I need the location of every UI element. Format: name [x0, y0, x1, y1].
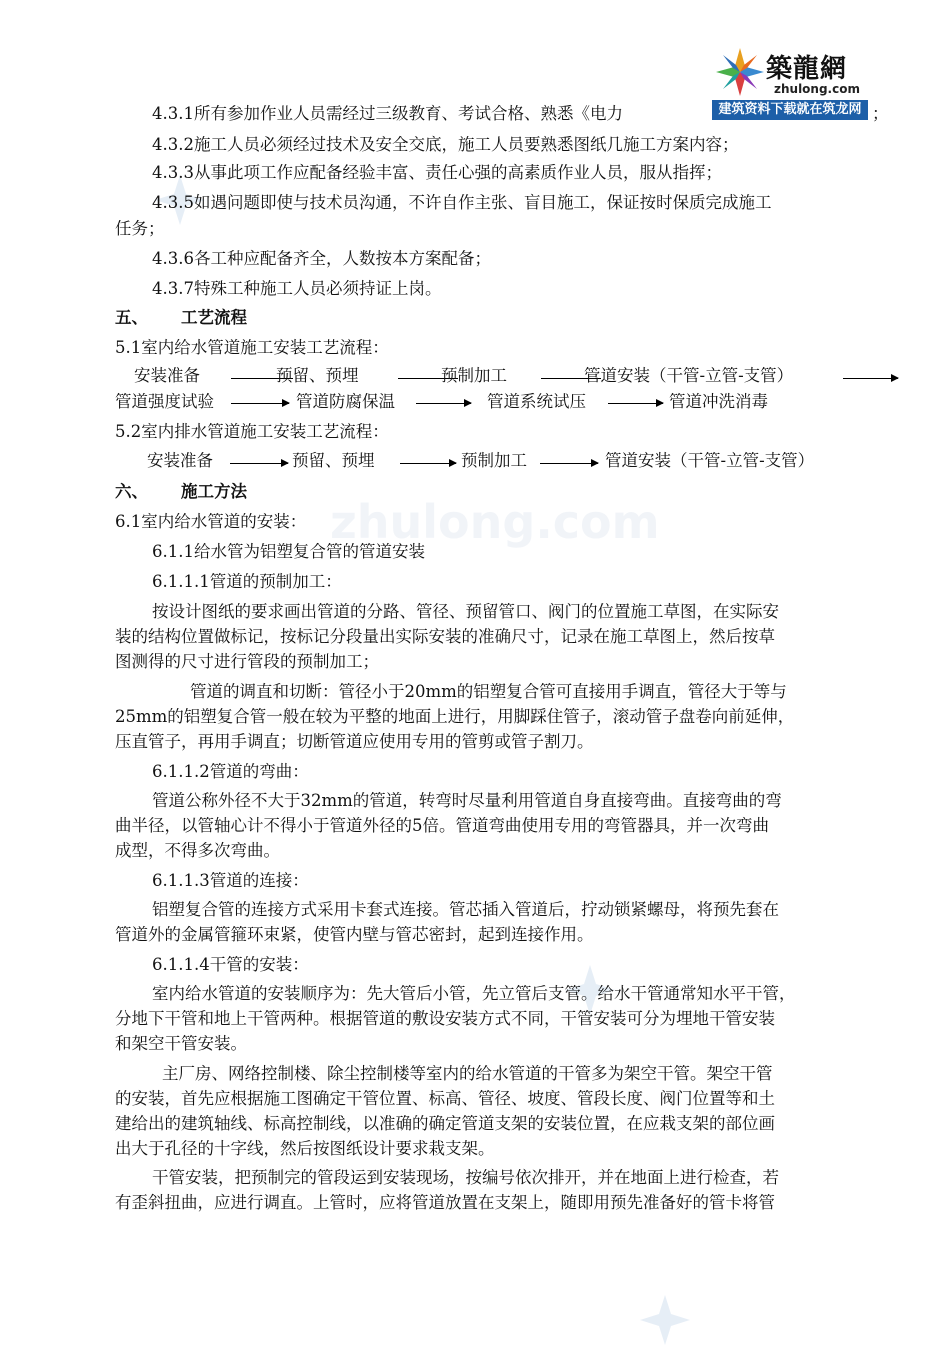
body-para-6-l4: 出大于孔径的十字线，然后按图纸设计要求栽支架。	[115, 1139, 495, 1158]
flow1-step-8: 管道冲洗消毒	[669, 392, 768, 411]
body-para-7-l1: 干管安装，把预制完的管段运到安装现场，按编号依次排开，并在地面上进行检查，若	[152, 1168, 779, 1187]
flow1-step-6: 管道防腐保温	[296, 392, 395, 411]
body-6-1: 6.1室内给水管道的安装：	[115, 512, 307, 531]
flow1-arrow-5	[231, 403, 289, 404]
flow1-step-4: 管道安装（干管-立管-支管）	[584, 366, 794, 385]
flow2-arrow-3	[540, 463, 598, 464]
para-4-3-1: 4.3.1所有参加作业人员需经过三级教育、考试合格、熟悉《电力	[152, 104, 623, 123]
body-para-5-l3: 和架空干管安装。	[115, 1034, 247, 1053]
section-6-title: 施工方法	[181, 482, 247, 501]
para-4-3-3: 4.3.3从事此项工作应配备经验丰富、责任心强的高素质作业人员，服从指挥；	[152, 163, 722, 182]
flow1-heading: 5.1室内给水管道施工安装工艺流程：	[115, 338, 389, 357]
section-5-number: 五、	[115, 308, 148, 327]
flow1-step-7: 管道系统试压	[487, 392, 586, 411]
flow2-step-3: 预制加工	[461, 451, 527, 470]
para-4-3-2: 4.3.2施工人员必须经过技术及安全交底，施工人员要熟悉图纸几施工方案内容；	[152, 135, 739, 154]
body-para-6-l2: 的安装，首先应根据施工图确定干管位置、标高、管径、坡度、管段长度、阀门位置等和土	[115, 1089, 775, 1108]
body-6-1-1-3: 6.1.1.3管道的连接：	[152, 871, 309, 890]
flow1-arrow-7	[608, 403, 663, 404]
para-4-3-7: 4.3.7特殊工种施工人员必须持证上岗。	[152, 279, 442, 298]
body-6-1-1-2: 6.1.1.2管道的弯曲：	[152, 762, 309, 781]
body-para-5-l2: 分地下干管和地上干管两种。根据管道的敷设安装方式不同，干管安装可分为埋地干管安装	[115, 1009, 775, 1028]
watermark-text: zhulong.com	[330, 495, 660, 549]
zhulong-logo	[712, 44, 868, 120]
watermark-snowflake-icon-3	[630, 1290, 700, 1350]
flow2-arrow-1	[230, 463, 288, 464]
flow2-step-2: 预留、预埋	[292, 451, 375, 470]
body-6-1-1-4: 6.1.1.4干管的安装：	[152, 955, 309, 974]
body-para-7-l2: 有歪斜扭曲，应进行调直。上管时，应将管道放置在支架上，随即用预先准备好的管卡将管	[115, 1193, 775, 1212]
flow1-arrow-4	[843, 378, 898, 379]
body-para-6-l1: 主厂房、网络控制楼、除尘控制楼等室内的给水管道的干管多为架空干管。架空干管	[162, 1064, 773, 1083]
body-para-5-l1: 室内给水管道的安装顺序为：先大管后小管，先立管后支管。给水干管通常知水平干管，	[152, 984, 796, 1003]
body-para-1-l1: 按设计图纸的要求画出管道的分路、管径、预留管口、阀门的位置施工草图，在实际安	[152, 602, 779, 621]
para-4-3-5: 4.3.5如遇问题即使与技术员沟通，不许自作主张、盲目施工，保证按时保质完成施工	[152, 193, 772, 212]
section-6-number: 六、	[115, 482, 148, 501]
body-para-3-l3: 成型，不得多次弯曲。	[115, 841, 280, 860]
body-para-4-l2: 管道外的金属管箍环束紧，使管内壁与管芯密封，起到连接作用。	[115, 925, 594, 944]
flow2-step-1: 安装准备	[147, 451, 213, 470]
flow1-step-3: 预制加工	[441, 366, 507, 385]
body-para-2-l3: 压直管子，再用手调直；切断管道应使用专用的管剪或管子割刀。	[115, 732, 594, 751]
flow2-heading: 5.2室内排水管道施工安装工艺流程：	[115, 422, 389, 441]
body-para-1-l3: 图测得的尺寸进行管段的预制加工；	[115, 652, 379, 671]
logo-brand: 築龍網	[766, 54, 848, 84]
section-5-title: 工艺流程	[181, 308, 247, 327]
body-para-2-l2: 25mm的铝塑复合管一般在较为平整的地面上进行，用脚踩住管子，滚动管子盘卷向前延伸，	[115, 707, 795, 726]
body-para-3-l2: 曲半径，以管轴心计不得小于管道外径的5倍。管道弯曲使用专用的弯管器具，并一次弯曲	[115, 816, 769, 835]
para-4-3-1-end: ；	[872, 104, 889, 123]
body-para-4-l1: 铝塑复合管的连接方式采用卡套式连接。管芯插入管道后，拧动锁紧螺母，将预先套在	[152, 900, 779, 919]
flow1-step-2: 预留、预埋	[276, 366, 359, 385]
logo-url: zhulong.com	[774, 82, 860, 96]
body-para-3-l1: 管道公称外径不大于32mm的管道，转弯时尽量利用管道自身直接弯曲。直接弯曲的弯	[152, 791, 782, 810]
flow2-step-4: 管道安装（干管-立管-支管）	[605, 451, 815, 470]
flow1-arrow-6	[416, 403, 471, 404]
logo-tagline: 建筑资料下载就在筑龙网	[712, 100, 868, 120]
flow1-step-1: 安装准备	[134, 366, 200, 385]
flow2-arrow-2	[400, 463, 456, 464]
body-para-6-l3: 建给出的建筑轴线、标高控制线，以准确的确定管道支架的安装位置，在应栽支架的部位画	[115, 1114, 775, 1133]
body-6-1-1-1: 6.1.1.1管道的预制加工：	[152, 572, 342, 591]
para-4-3-6: 4.3.6各工种应配备齐全，人数按本方案配备；	[152, 249, 491, 268]
flow1-step-5: 管道强度试验	[115, 392, 214, 411]
zhulong-snowflake-icon	[714, 46, 766, 98]
body-6-1-1: 6.1.1给水管为铝塑复合管的管道安装	[152, 542, 425, 561]
body-para-1-l2: 装的结构位置做标记，按标记分段量出实际安装的准确尺寸，记录在施工草图上，然后按草	[115, 627, 775, 646]
para-4-3-5-cont: 任务；	[115, 219, 165, 238]
body-para-2-l1: 管道的调直和切断：管径小于20mm的铝塑复合管可直接用手调直，管径大于等与	[190, 682, 787, 701]
